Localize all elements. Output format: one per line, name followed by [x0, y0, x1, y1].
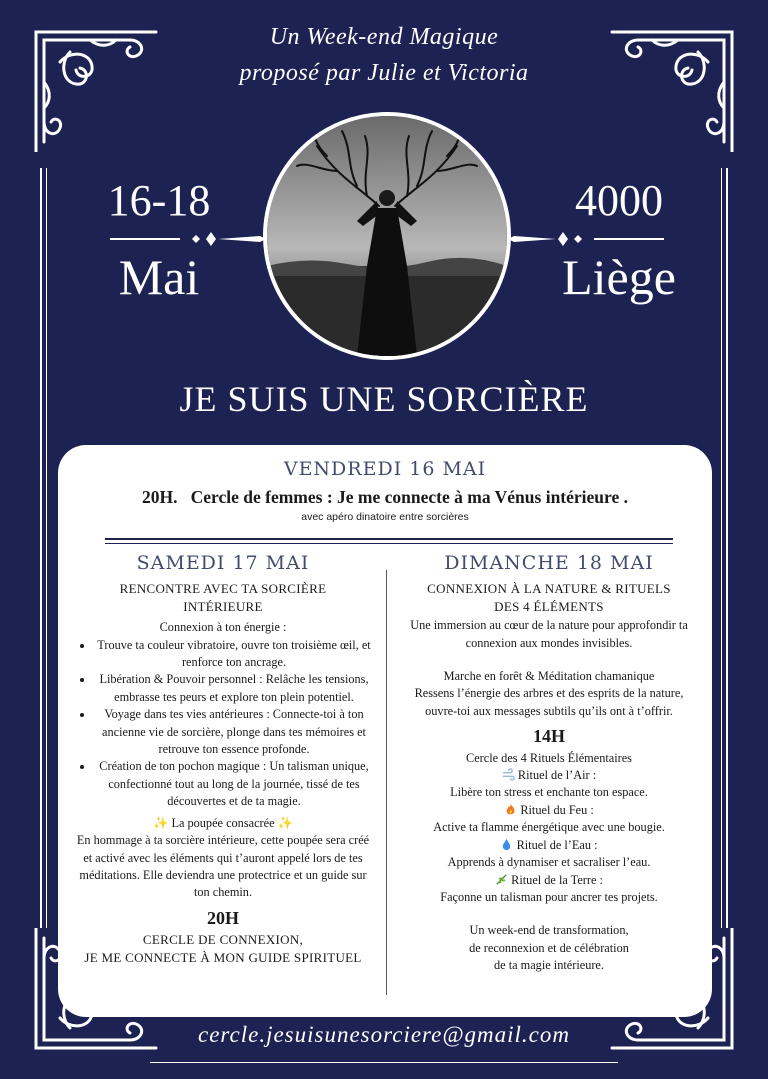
ritual-fire-name: Rituel du Feu :	[398, 802, 700, 819]
saturday-bullet: • Trouve ta couleur vibratoire, ouvre ton troisième œil, et renforce ton ancrage.	[94, 637, 374, 672]
friday-event-time: 20H.	[142, 487, 178, 507]
ritual-earth-name: Rituel de la Terre :	[398, 872, 700, 889]
sunday-intro: Une immersion au cœur de la nature pour approfondir ta connexion aux mondes invisibles.	[410, 618, 688, 650]
saturday-bullet: • Voyage dans tes vies antérieures : Connecte-toi à ton ancienne vie de sorcière, plonge dans tes mémoires et retrouve ton essence profonde.	[94, 706, 374, 758]
herb-icon	[495, 873, 508, 886]
dates-month: Mai	[118, 249, 200, 305]
fire-icon	[504, 803, 517, 816]
sunday-time: 14H	[532, 726, 565, 747]
dates-days: 16-18	[107, 176, 211, 225]
rituals-title: Cercle des 4 Rituels Élémentaires	[466, 750, 632, 765]
header-line-2: proposé par Julie et Victoria	[239, 60, 529, 86]
closing-line-1: Un week-end de transformation,	[469, 923, 629, 938]
saturday-bullet: • Libération & Pouvoir personnel : Relâche les tensions, embrasse tes peurs et explore ton plein potentiel.	[94, 671, 374, 706]
ritual-water-text: Apprends à dynamiser et sacraliser l’eau.	[447, 855, 651, 870]
right-divider-ornament	[508, 228, 664, 250]
friday-note: avec apéro dinatoire entre sorcières	[301, 511, 469, 523]
frame-left-inner	[46, 168, 47, 928]
saturday-subtitle-1: RENCONTRE AVEC TA SORCIÈRE	[119, 581, 327, 597]
walk-title: Marche en forêt & Méditation chamanique	[443, 669, 655, 684]
section-divider-thin	[105, 543, 673, 544]
witch-tree-photo	[263, 112, 511, 360]
contact-email[interactable]: cercle.jesuisunesorciere@gmail.com	[198, 1022, 570, 1047]
doll-text: En hommage à ta sorcière intérieure, cette poupée sera créé et activé avec les éléments qui t’auront appelé lors de tes méditations. Elle deviendra une protectrice et un guide sur ton chemin.	[76, 833, 370, 900]
main-title: JE SUIS UNE SORCIÈRE	[179, 379, 589, 419]
left-divider-ornament	[110, 228, 266, 250]
frame-left-outer	[40, 168, 42, 928]
sunday-column	[398, 552, 700, 975]
program-card	[58, 445, 712, 1017]
saturday-intro: Connexion à ton énergie :	[159, 620, 287, 635]
friday-heading: VENDREDI 16 MAI	[283, 458, 487, 480]
doll-title: La poupée consacrée	[171, 815, 275, 830]
ritual-air-name: Rituel de l’Air :	[398, 767, 700, 784]
saturday-subtitle-2: INTÉRIEURE	[183, 598, 263, 614]
saturday-evening-time: 20H	[206, 907, 239, 928]
wind-icon	[502, 768, 515, 781]
saturday-evening-line-2: JE ME CONNECTE À MON GUIDE SPIRITUEL	[84, 949, 362, 965]
frame-bottom	[150, 1062, 618, 1063]
closing-line-2: de reconnexion et de célébration	[469, 940, 629, 955]
saturday-bullet: • Création de ton pochon magique : Un talisman unique, confectionné tout au long de la journée, tissé de tes découvertes et de ta magie.	[94, 758, 374, 810]
friday-event	[58, 487, 712, 508]
sunday-subtitle-1: CONNEXION À LA NATURE & RITUELS	[427, 581, 671, 597]
header-line-1: Un Week-end Magique	[269, 24, 499, 50]
location-city: Liège	[562, 249, 676, 305]
sunday-subtitle-2: DES 4 ÉLÉMENTS	[494, 598, 604, 614]
saturday-heading: SAMEDI 17 MAI	[136, 552, 310, 574]
section-divider	[105, 538, 673, 540]
ritual-air-text: Libère ton stress et enchante ton espace.	[450, 785, 648, 800]
saturday-evening-line-1: CERCLE DE CONNEXION,	[142, 932, 304, 948]
column-divider	[386, 570, 387, 995]
sparkle-icon: ✨	[153, 815, 169, 830]
water-drop-icon	[500, 838, 513, 851]
location-postcode: 4000	[575, 176, 663, 225]
friday-event-title: Cercle de femmes : Je me connecte à ma Vénus intérieure .	[190, 487, 628, 507]
doll-title-row	[72, 815, 374, 832]
saturday-bullets	[72, 637, 374, 811]
saturday-column	[72, 552, 374, 966]
closing-line-3: de ta magie intérieure.	[494, 958, 604, 973]
frame-right-inner	[721, 168, 722, 928]
ritual-earth-text: Façonne un talisman pour ancrer tes projets.	[440, 889, 658, 904]
walk-text: Ressens l’énergie des arbres et des esprits de la nature, ouvre-toi aux messages subtils qu’ils ont à t’offrir.	[414, 686, 684, 718]
frame-right-outer	[726, 168, 728, 928]
ritual-water-name: Rituel de l’Eau :	[398, 837, 700, 854]
ritual-fire-text: Active ta flamme énergétique avec une bougie.	[433, 820, 665, 835]
sunday-heading: DIMANCHE 18 MAI	[444, 552, 654, 574]
sparkle-icon: ✨	[277, 815, 293, 830]
